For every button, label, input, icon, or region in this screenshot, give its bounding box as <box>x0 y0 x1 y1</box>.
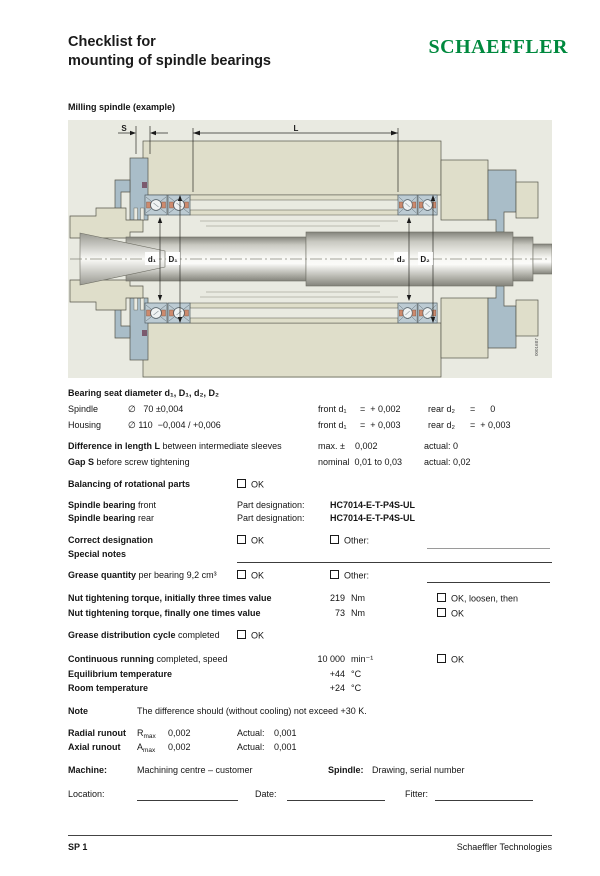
checkbox-icon[interactable] <box>330 570 339 579</box>
machine-label: Machine: <box>68 765 108 775</box>
spindle-front-label: front d₁ <box>318 404 347 414</box>
torque-initial-label: Nut tightening torque, initially three times value <box>68 593 272 603</box>
radial-runout-actual-label: Actual: <box>237 728 265 738</box>
torque-final-check: OK <box>437 608 464 620</box>
equilibrium-temp-unit: °C <box>351 669 362 679</box>
spindle-label: Spindle: <box>328 765 364 775</box>
special-notes-label: Special notes <box>68 549 127 559</box>
housing-rear-label: rear d₂ <box>428 420 456 430</box>
grease-quantity-other: Other: <box>330 570 369 582</box>
spindle-front-value: = + 0,002 <box>360 404 401 414</box>
dim-label-D2: D₂ <box>420 255 430 264</box>
gap-s-label: Gap S before screw tightening <box>68 457 190 467</box>
torque-initial-value: 219 <box>329 593 345 603</box>
continuous-running-unit: min⁻¹ <box>351 654 374 664</box>
part-designation-label-rear: Part designation: <box>237 513 305 523</box>
spindle-bearing-rear-label: Spindle bearing rear <box>68 513 155 523</box>
housing-row-label: Housing <box>68 420 102 430</box>
checkbox-icon[interactable] <box>237 570 246 579</box>
radial-runout-symbol: $R_{max}$ <box>137 728 156 740</box>
axial-runout-max: 0,002 <box>168 742 191 752</box>
checkbox-icon[interactable] <box>437 593 446 602</box>
axial-runout-symbol: $A_{max}$ <box>137 742 156 754</box>
checkbox-icon[interactable] <box>237 535 246 544</box>
dim-label-D1: D₁ <box>168 255 178 264</box>
checkbox-icon[interactable] <box>437 608 446 617</box>
radial-runout-label: Radial runout <box>68 728 126 738</box>
note-label: Note <box>68 706 88 716</box>
note-text: The difference should (without cooling) not exceed +30 K. <box>137 706 367 716</box>
doc-code: SP 1 <box>68 842 88 852</box>
checkbox-icon[interactable] <box>237 630 246 639</box>
fitter-label: Fitter: <box>405 789 429 799</box>
grease-cycle-label: Grease distribution cycle completed <box>68 630 220 640</box>
balancing-label: Balancing of rotational parts <box>68 479 191 489</box>
gap-s-actual: actual: 0,02 <box>424 457 471 467</box>
dim-label-l: L <box>293 124 299 133</box>
axial-runout-actual: 0,001 <box>274 742 297 752</box>
checkbox-icon[interactable] <box>437 654 446 663</box>
housing-rear-value: = + 0,003 <box>470 420 511 430</box>
room-temp-label: Room temperature <box>68 683 149 693</box>
equilibrium-temp-label: Equilibrium temperature <box>68 669 173 679</box>
grease-cycle-ok: OK <box>237 630 264 642</box>
housing-diameter: ∅ 110 −0,004 / +0,006 <box>128 420 221 430</box>
continuous-running-check: OK <box>437 654 464 666</box>
torque-initial-check: OK, loosen, then <box>437 593 518 605</box>
dim-label-s: S <box>121 124 127 133</box>
spindle-rear-label: rear d₂ <box>428 404 456 414</box>
room-temp-unit: °C <box>351 683 362 693</box>
company-name: Schaeffler Technologies <box>456 842 552 852</box>
spindle-value: Drawing, serial number <box>372 765 465 775</box>
footer-divider <box>68 835 552 836</box>
length-difference-actual: actual: 0 <box>424 441 459 451</box>
grease-quantity-label: Grease quantity per bearing 9,2 cm³ <box>68 570 217 580</box>
bearing-seat-heading: Bearing seat diameter d₁, D₁, d₂, D₂ <box>68 388 219 398</box>
continuous-running-label: Continuous running completed, speed <box>68 654 228 664</box>
housing-front-value: = + 0,003 <box>360 420 401 430</box>
torque-final-value: 73 <box>334 608 345 618</box>
gap-s-nominal: nominal 0,01 to 0,03 <box>318 457 403 467</box>
part-designation-front: HC7014-E-T-P4S-UL <box>330 500 416 510</box>
spindle-diameter: ∅ 70 ±0,004 <box>128 404 184 414</box>
part-designation-rear: HC7014-E-T-P4S-UL <box>330 513 416 523</box>
schaeffler-logo: SCHAEFFLER <box>428 36 568 58</box>
grease-quantity-ok: OK <box>237 570 264 582</box>
radial-runout-max: 0,002 <box>168 728 191 738</box>
date-blank-line[interactable] <box>287 790 385 801</box>
axial-runout-actual-label: Actual: <box>237 742 265 752</box>
correct-designation-label: Correct designation <box>68 535 154 545</box>
location-label: Location: <box>68 789 105 799</box>
axial-runout-label: Axial runout <box>68 742 121 752</box>
correct-designation-other: Other: <box>330 535 369 547</box>
checkbox-icon[interactable] <box>330 535 339 544</box>
special-notes-blank-line[interactable] <box>237 552 552 563</box>
spindle-bearing-front-label: Spindle bearing front <box>68 500 157 510</box>
balancing-ok: OK <box>237 479 264 491</box>
fitter-blank-line[interactable] <box>435 790 533 801</box>
housing-front-label: front d₁ <box>318 420 347 430</box>
dim-label-d1: d₁ <box>147 255 157 264</box>
title-line-1: Checklist for <box>68 34 156 50</box>
drawing-caption: Milling spindle (example) <box>68 102 176 112</box>
part-designation-label-front: Part designation: <box>237 500 305 510</box>
torque-final-unit: Nm <box>351 608 365 618</box>
grease-quantity-blank-line[interactable] <box>427 572 550 583</box>
dim-label-d2: d₂ <box>396 255 406 264</box>
title-line-2: mounting of spindle bearings <box>68 53 271 69</box>
date-label: Date: <box>255 789 277 799</box>
spindle-cross-section-drawing <box>68 120 552 378</box>
radial-runout-actual: 0,001 <box>274 728 297 738</box>
torque-final-label: Nut tightening torque, finally one times value <box>68 608 261 618</box>
continuous-running-speed: 10 000 <box>317 654 345 664</box>
equilibrium-temp-value: +44 <box>329 669 345 679</box>
machine-value: Machining centre – customer <box>137 765 253 775</box>
room-temp-value: +24 <box>329 683 345 693</box>
figure-code: 00016B7 <box>534 337 539 356</box>
length-difference-max: max. ± 0,002 <box>318 441 378 451</box>
torque-initial-unit: Nm <box>351 593 365 603</box>
spindle-row-label: Spindle <box>68 404 99 414</box>
length-difference-label: Difference in length L between intermediate sleeves <box>68 441 282 451</box>
checkbox-icon[interactable] <box>237 479 246 488</box>
correct-designation-blank-line[interactable] <box>427 538 550 549</box>
location-blank-line[interactable] <box>137 790 238 801</box>
page-title <box>68 33 271 71</box>
spindle-rear-value: = 0 <box>470 404 496 414</box>
correct-designation-ok: OK <box>237 535 264 547</box>
